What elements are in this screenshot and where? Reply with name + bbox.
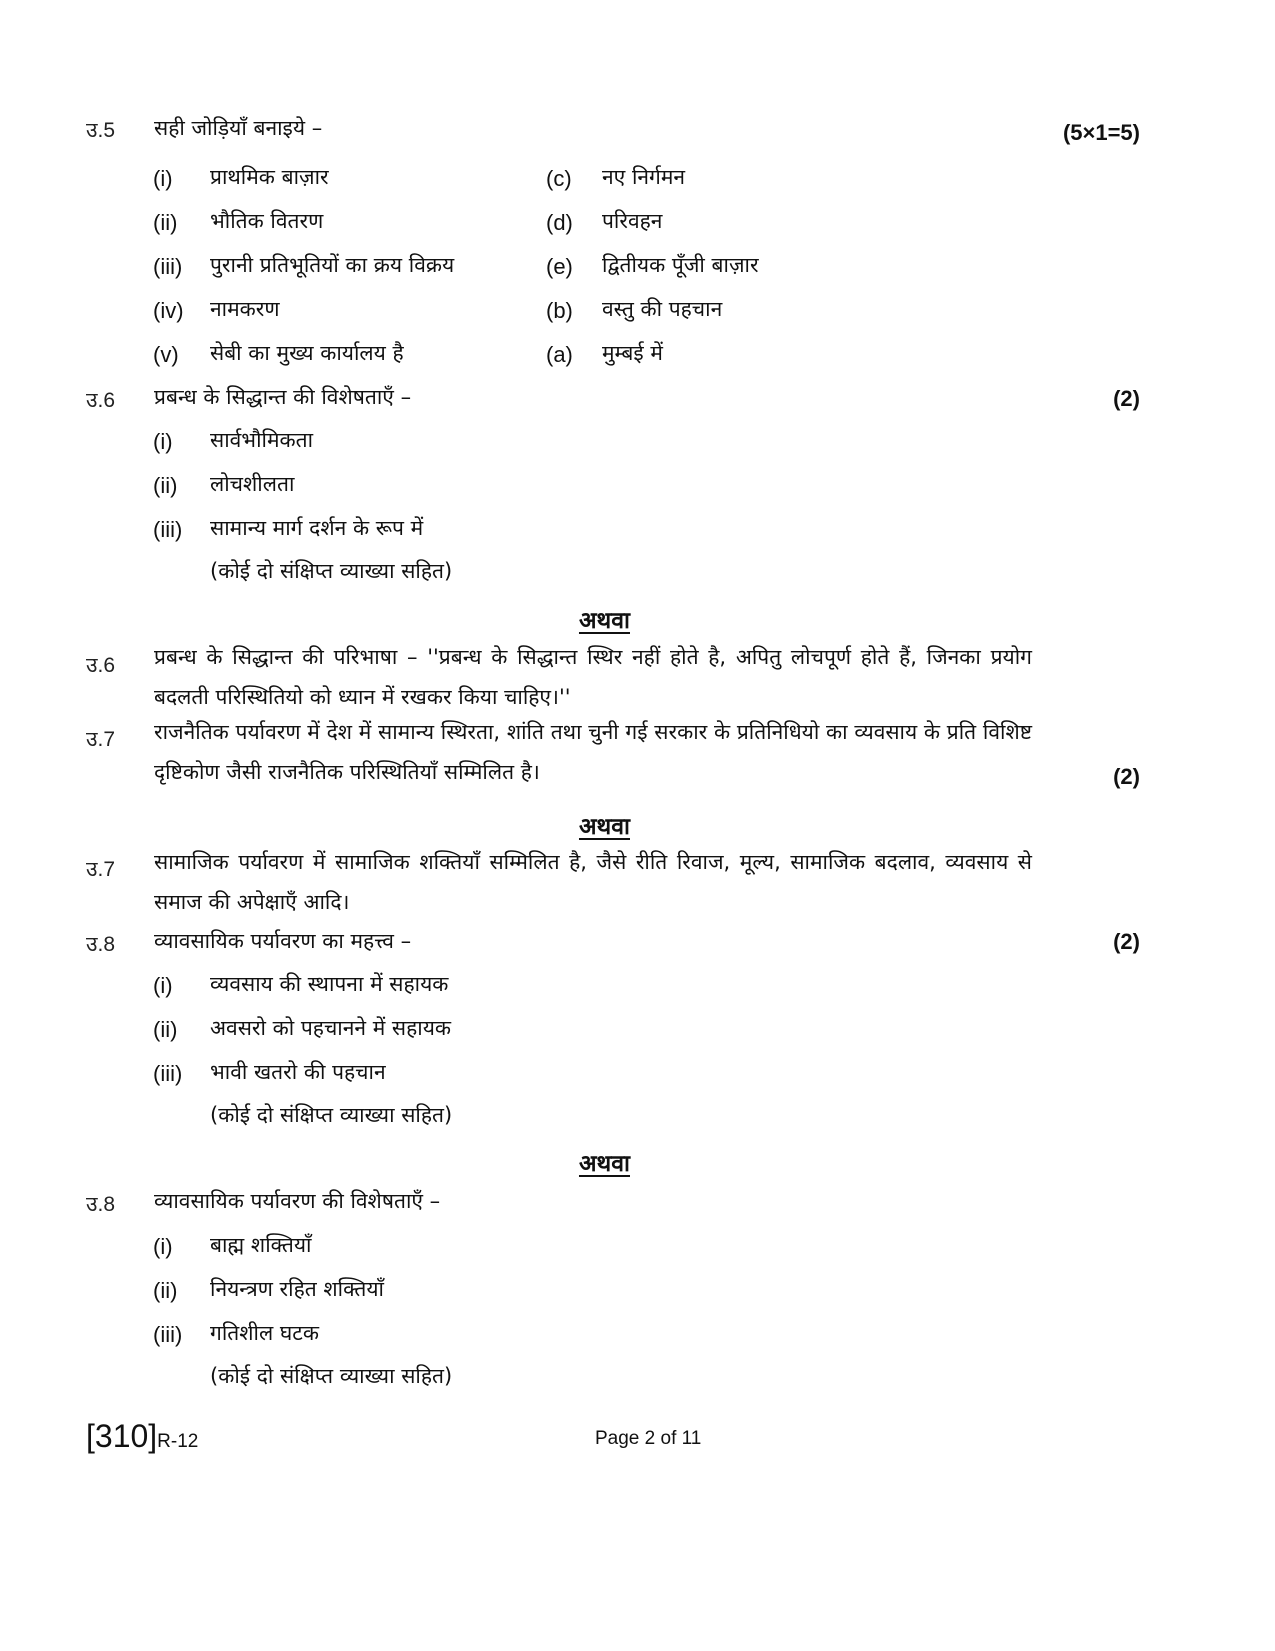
item-label: (iii) (153, 1322, 183, 1347)
question-number: उ.8 (86, 933, 116, 956)
marks-label: (5×1=5) (1062, 120, 1140, 145)
page-number: Page 2 of 11 (595, 1428, 702, 1449)
or-heading: अथवा (578, 1151, 630, 1177)
note: (कोई दो संक्षिप्त व्याख्या सहित) (210, 559, 453, 583)
match-label: (c) (546, 166, 572, 191)
item-label: (i) (153, 429, 173, 454)
item-label: (i) (153, 1234, 173, 1259)
item-label: (iv) (153, 298, 184, 323)
item-text: अवसरो को पहचानने में सहायक (210, 1016, 452, 1040)
question-title: व्यावसायिक पर्यावरण का महत्त्व – (154, 929, 412, 953)
answer-paragraph: प्रबन्ध के सिद्धान्त की परिभाषा – ''प्रबन्ध के सिद्धान्त स्थिर नहीं होते है, अपितु लोचपूर्ण होते हैं, जिनका प्रयोग बदलती परिस्थितियो को ध्यान में रखकर किया चाहिए।'' (154, 645, 1032, 709)
item-text: भावी खतरो की पहचान (210, 1060, 386, 1084)
match-text: वस्तु की पहचान (602, 297, 723, 321)
or-heading: अथवा (578, 814, 630, 840)
item-text: सार्वभौमिकता (210, 428, 314, 452)
note: (कोई दो संक्षिप्त व्याख्या सहित) (210, 1103, 453, 1127)
item-label: (ii) (153, 210, 178, 235)
question-number: उ.6 (86, 654, 116, 677)
match-text: परिवहन (602, 209, 663, 233)
answer-paragraph: राजनैतिक पर्यावरण में देश में सामान्य स्थिरता, शांति तथा चुनी गई सरकार के प्रतिनिधियो का व्यवसाय के प्रति विशिष्ट दृष्टिकोण जैसी राजनैतिक परिस्थितियाँ सम्मिलित है। (154, 720, 1032, 784)
item-text: नामकरण (210, 297, 280, 321)
item-text: व्यवसाय की स्थापना में सहायक (210, 972, 449, 996)
item-label: (ii) (153, 1017, 178, 1042)
match-label: (b) (546, 298, 573, 323)
item-text: लोचशीलता (210, 472, 295, 496)
question-number: उ.6 (86, 389, 116, 412)
question-number: उ.8 (86, 1193, 116, 1216)
paper-code-sub: R-12 (157, 1431, 199, 1452)
match-label: (a) (546, 342, 573, 367)
note: (कोई दो संक्षिप्त व्याख्या सहित) (210, 1364, 453, 1388)
item-text: सेबी का मुख्य कार्यालय है (210, 341, 404, 365)
question-number: उ.7 (86, 858, 116, 881)
item-text: बाह्म शक्तियाँ (210, 1233, 312, 1257)
item-text: पुरानी प्रतिभूतियों का क्रय विक्रय (210, 253, 455, 277)
paper-code-number: [310] (86, 1418, 158, 1454)
match-text: द्वितीयक पूँजी बाज़ार (602, 253, 759, 277)
answer-paragraph: सामाजिक पर्यावरण में सामाजिक शक्तियाँ सम्मिलित है, जैसे रीति रिवाज, मूल्य, सामाजिक बदलाव, व्यवसाय से समाज की अपेक्षाएँ आदि। (154, 850, 1032, 914)
item-label: (ii) (153, 1278, 178, 1303)
item-text: नियन्त्रण रहित शक्तियाँ (210, 1277, 384, 1301)
question-title: प्रबन्ध के सिद्धान्त की विशेषताएँ – (154, 385, 412, 409)
question-number: उ.5 (86, 119, 116, 142)
match-text: मुम्बई में (602, 341, 663, 365)
item-text: सामान्य मार्ग दर्शन के रूप में (210, 516, 424, 540)
item-text: भौतिक वितरण (210, 209, 324, 233)
item-label: (iii) (153, 1061, 183, 1086)
paper-code (86, 1418, 198, 1455)
marks-label: (2) (1113, 386, 1140, 411)
question-number: उ.7 (86, 728, 116, 751)
item-label: (i) (153, 973, 173, 998)
item-label: (v) (153, 342, 179, 367)
marks-label: (2) (1113, 764, 1140, 789)
marks-label: (2) (1113, 929, 1140, 954)
match-text: नए निर्गमन (602, 165, 686, 189)
item-text: प्राथमिक बाज़ार (210, 165, 329, 189)
item-label: (iii) (153, 517, 183, 542)
match-label: (d) (546, 210, 573, 235)
match-label: (e) (546, 254, 573, 279)
question-title: सही जोड़ियाँ बनाइये – (154, 116, 323, 140)
or-heading: अथवा (578, 608, 630, 634)
question-title: व्यावसायिक पर्यावरण की विशेषताएँ – (154, 1189, 441, 1213)
item-label: (ii) (153, 473, 178, 498)
item-text: गतिशील घटक (210, 1321, 319, 1345)
item-label: (i) (153, 166, 173, 191)
item-label: (iii) (153, 254, 183, 279)
